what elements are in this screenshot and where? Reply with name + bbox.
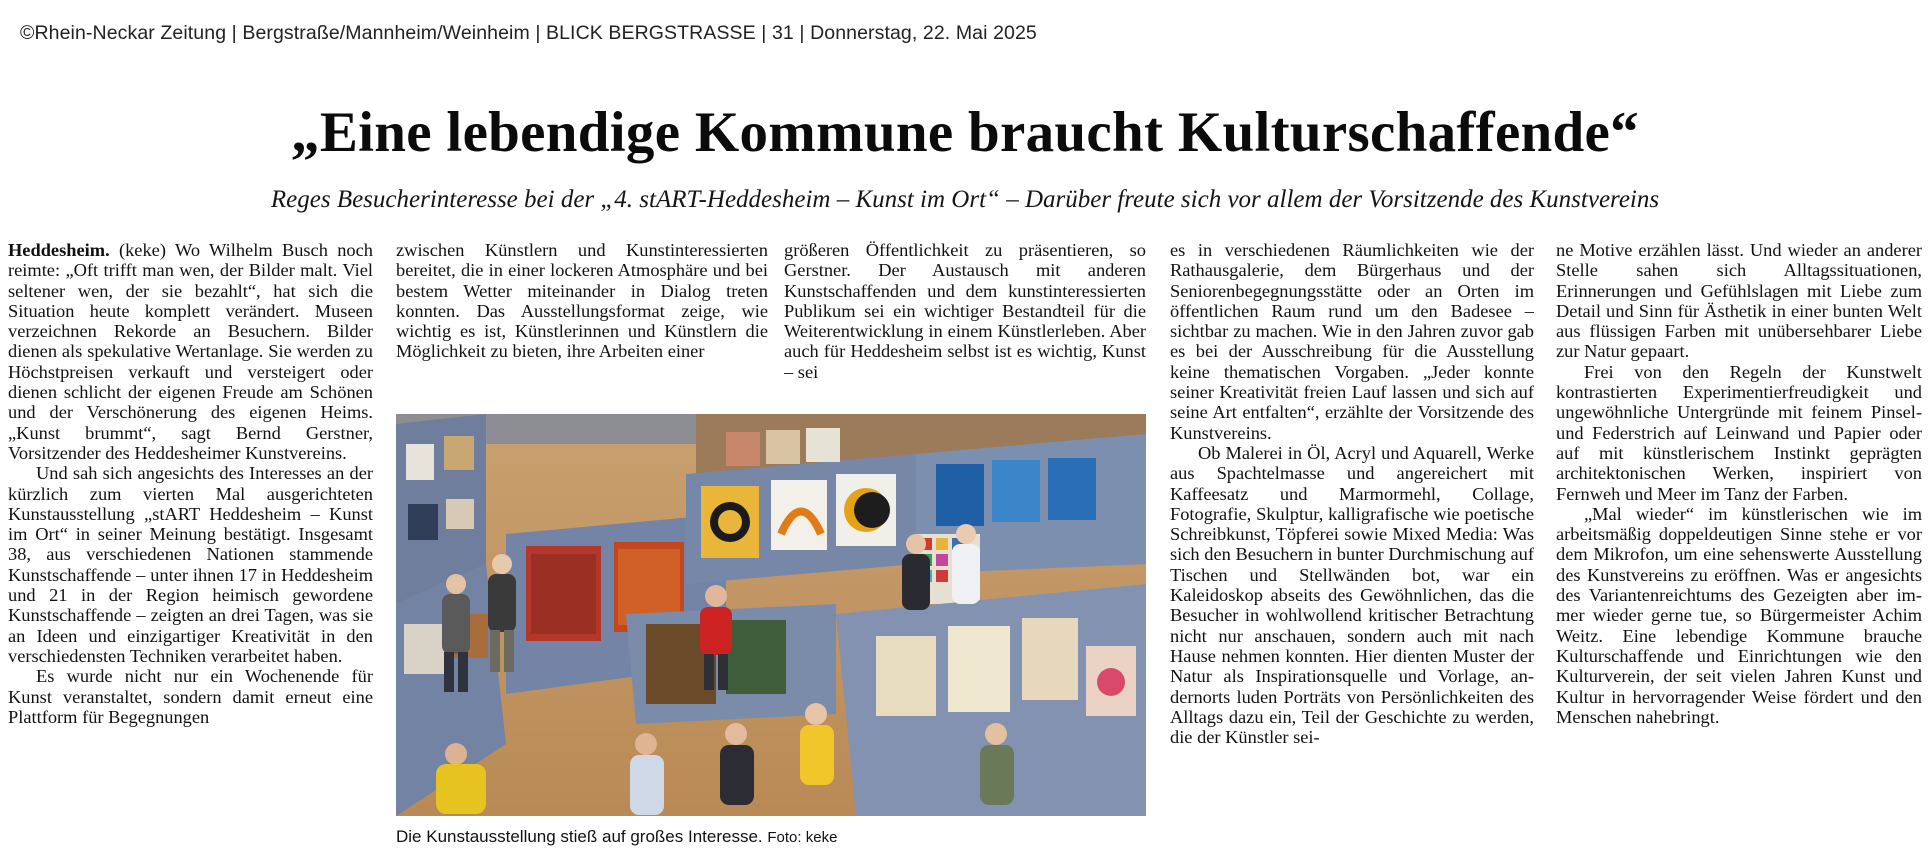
paragraph: Ob Malerei in Öl, Acryl und Aquarell, Werke aus Spachtelmasse und angereichert mit Kaffeesatz und Marmormehl, Collage, Fotografie, Skulptur, kalligrafische wie poetische Schreibkunst, Töpferei sowie Mixed Media: Was sich den Besuchern in bunter Durchmischung auf Tischen und Stellwänden bot, war ein Kaleidoskop abseits des Gewöhnlichen, das die Besucher in wohlwollend kritischer Betrachtung nicht nur anschauen, sondern auch mit nach Hause nehmen konnten. Hier dienten Muster der Natur als Inspirationsquelle und Vorlage, andernorts luden Porträts von Persönlichkeiten des Alltags dazu ein, Teil der Geschichte zu werden, die der Künstler sei- — [1170, 442, 1534, 748]
paragraph: größeren Öffentlichkeit zu präsentieren, so Gerstner. Der Austausch mit anderen Kunstschaffenden und dem kunstinteressierten Publikum sei ein wichtiger Bestandteil für die Weiterentwicklung in einem Künstlerleben. Aber auch für Heddesheim selbst ist es wichtig, Kunst – sei — [784, 240, 1146, 382]
paragraph-text: (keke) Wo Wilhelm Busch noch reimte: „Oft trifft man wen, der Bilder malt. Viel seltener wen, der sie bezahlt“, hat sich die Situation heute komplett verändert. Museen verzeichnen Rekorde an Besuchern. Bilder dienen als spekulative Wertanlage. Sie werden zu Höchstpreisen verkauft und versteigert oder dienen schlicht der eigenen Freude am Schönen und der Verschönerung des eigenen Heims. „Kunst brummt“, sagt Bernd Gerstner, Vorsitzender des Heddesheimer Kunstvereins. — [8, 240, 373, 463]
article-subheadline: Reges Besucherinteresse bei der „4. stART-Heddesheim – Kunst im Ort“ – Darüber freute sich vor allem der Vorsitzende des Kunstvereins — [270, 186, 1660, 213]
article-column-5 — [1556, 240, 1922, 858]
article-column-4 — [1170, 240, 1534, 858]
article-column-2 — [396, 240, 768, 410]
dateline: Heddesheim. — [8, 240, 110, 260]
exhibition-photo-illustration — [396, 414, 1146, 816]
paragraph: Und sah sich angesichts des Interesses an der kürzlich zum vierten Mal ausgerichteten Kunstausstellung „stART Heddesheim – Kunst im Ort“ in seiner Meinung bestätigt. Insgesamt 38, aus verschiedenen Nationen stammende Kunstschaffende – unter ihnen 17 in Heddesheim und 21 in der Region heimisch gewordene Kunstschaffende – zeigten an drei Tagen, was sie an Ideen und einzigartiger Kreativität in den verschiedensten Techniken verarbeitet haben. — [8, 463, 373, 666]
masthead-line: ©Rhein-Neckar Zeitung | Bergstraße/Mannheim/Weinheim | BLICK BERGSTRASSE | 31 | Donnerstag, 22. Mai 2025 — [20, 22, 1037, 44]
article-headline: „Eine lebendige Kommune braucht Kulturschaffende“ — [291, 101, 1639, 164]
article-column-1 — [8, 240, 373, 858]
caption-text: Die Kunstausstellung stieß auf großes Interesse. — [396, 827, 763, 846]
paragraph: zwischen Künstlern und Kunstinteressierten bereitet, die in einer lockeren Atmosphäre und bei bestem Wetter miteinander in Dialog treten konnten. Das Ausstellungsformat zeige, wie wichtig es ist, Künstlerinnen und Künstlern die Möglichkeit zu bieten, ihre Arbeiten einer — [396, 240, 768, 362]
article-column-3 — [784, 240, 1146, 410]
paragraph: Es wurde nicht nur ein Wochenende für Kunst veranstaltet, sondern damit erneut eine Plattform für Begegnungen — [8, 666, 373, 727]
paragraph: Frei von den Regeln der Kunstwelt kontrastierten Experimentierfreudigkeit und ungewöhnliche Untergründe mit feinem Pinsel- und Federstrich auf Leinwand und Papier oder auf mit künstlerischem Instinkt geprägten architektonischen Werken, inspiriert von Fernweh und Meer im Tanz der Farben. — [1556, 361, 1922, 504]
photo-credit: Foto: keke — [767, 829, 838, 846]
exhibition-photo — [396, 414, 1146, 816]
paragraph: ne Motive erzählen lässt. Und wieder an anderer Stelle sahen sich Alltagssituationen, Erinnerungen und Gefühlslagen mit Liebe zum Detail und Sinn für Ästhetik in einer bunten Welt aus flüssigen Farben mit unübersehbarer Liebe zur Natur gepaart. — [1556, 240, 1922, 362]
paragraph: „Mal wieder“ im künstlerischen wie im arbeitsmäßig doppeldeutigen Sinne stehe er vor dem Mikrofon, um eine sehenswerte Ausstellung des Kunstvereins zu eröffnen. Was er angesichts des Variantenreichtums des Gezeigten aber immer wieder gerne tue, so Bürgermeister Achim Weitz. Eine lebendige Kommune brauche Kulturschaffende und Einrichtungen wie den Kulturverein, der seit vielen Jahren Kunst und Kultur in hervorragender Weise fördert und den Menschen nahebringt. — [1556, 503, 1922, 727]
paragraph — [8, 240, 373, 463]
paragraph: es in verschiedenen Räumlichkeiten wie der Rathausgalerie, dem Bürgerhaus und der Seniorenbegegnungsstätte oder an Orten im öffentlichen Raum rund um den Badesee – sichtbar zu machen. Wie in den Jahren zuvor gab es bei der Ausschreibung für die Ausstellung keine thematischen Vorgaben. „Jeder konnte seiner Kreativität freien Lauf lassen und sich auf seine Art entfalten“, erzählte der Vorsitzende des Kunstvereins. — [1170, 240, 1534, 443]
photo-caption — [396, 827, 837, 847]
